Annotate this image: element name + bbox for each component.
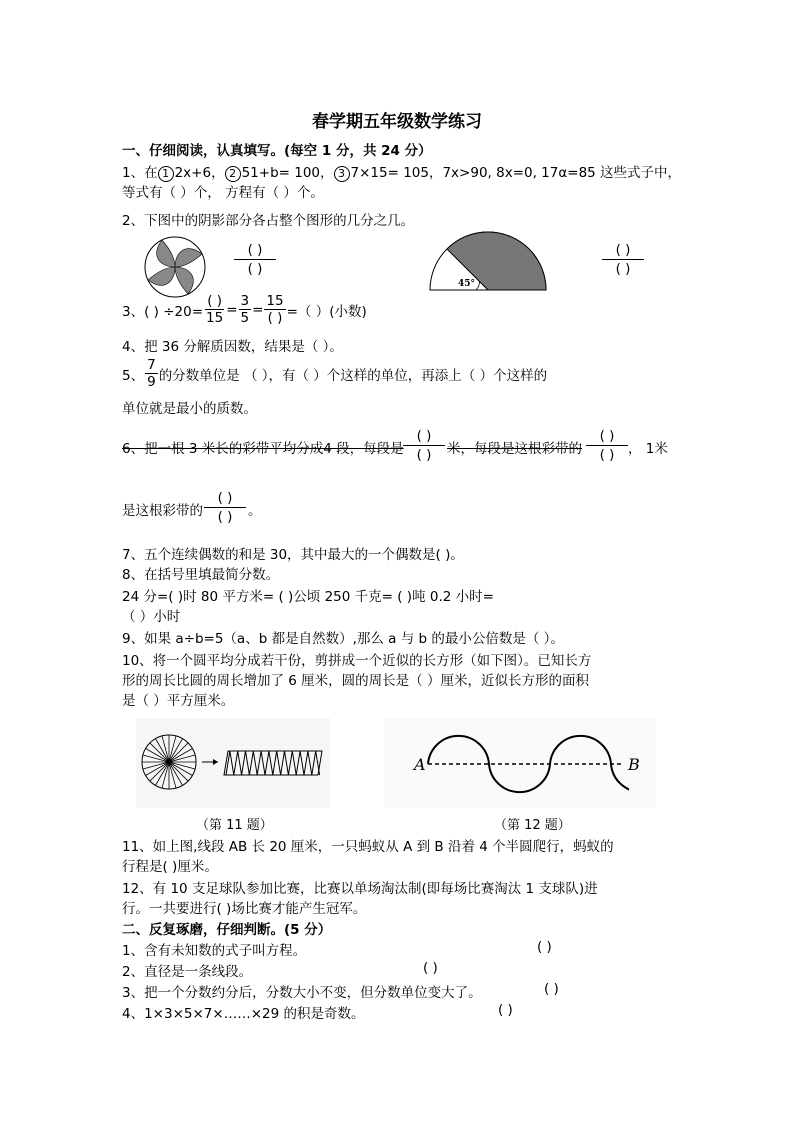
fraction-numerator-blank: ( ) [586,427,628,446]
q6-text2: 米，每段是这根彩带的 [447,441,582,457]
judge-item-2: 2、直径是一条线段。 [122,964,253,980]
question-10-line2: 形的周长比圆的周长增加了 6 厘米，圆的周长是（ ）厘米，近似长方形的面积 [122,673,589,689]
circle-1: 1 [158,166,174,182]
point-b-label: B [628,755,640,774]
page-title: 春学期五年级数学练习 [312,112,482,132]
fraction-denominator-blank: ( ) [615,261,631,277]
numerator: 7 [147,357,156,373]
numerator: 3 [240,293,250,309]
question-11-line2: 行程是( )厘米。 [122,859,218,875]
judge-item-1: 1、含有未知数的式子叫方程。 [122,943,307,959]
question-1-line2: 等式有（ ）个， 方程有（ ）个。 [122,185,324,201]
q5-fraction [145,357,158,390]
question-5 [122,357,547,390]
fraction-denominator-blank: ( ) [217,509,233,525]
circle-2: 2 [225,166,241,182]
fraction-denominator-blank: ( ) [416,447,432,463]
question-5-line2: 单位就是最小的质数。 [122,401,257,417]
q1-expr3: 7×15= 105，7x>90, 8x=0, 17α=85 这些式子中， [350,165,682,181]
fraction-numerator-blank: ( ) [602,241,644,260]
question-1 [122,161,681,182]
question-6-line2-end: 。 [248,503,262,519]
judge-answer-blank-1[interactable]: ( ) [537,939,552,955]
q5-rest: 的分数单位是 （ ），有（ ）个这样的单位，再添上（ ）个这样的 [158,367,548,384]
q6-text1: 6、把一根 3 米长的彩带平均分成4 段，每段是 [122,441,404,457]
judge-answer-blank-2[interactable]: ( ) [423,960,438,976]
equals: = [226,301,238,318]
question-6-part2 [447,437,582,457]
q1-prefix: 1、在 [122,165,158,181]
circle-to-rectangle-figure [136,718,330,808]
judge-answer-blank-3[interactable]: ( ) [544,981,559,997]
question-10-line3: 是（ ）平方厘米。 [122,693,235,709]
denominator: 15 [206,310,224,326]
circle-3: 3 [334,166,350,182]
question-10-line1: 10、将一个圆平均分成若干份，剪拼成一个近似的长方形（如下图）。已知长方 [122,653,592,669]
section2-heading: 二、反复琢磨，仔细判断。(5 分） [122,922,332,938]
q6-answer-fraction-3[interactable] [204,489,246,526]
semicircle-figure [428,228,548,292]
question-12-line2: 行。一共要进行( )场比赛才能产生冠军。 [122,901,367,917]
q3-suffix: =（ ）(小数) [286,303,367,320]
judge-answer-blank-4[interactable]: ( ) [498,1002,513,1018]
question-6-line2: 是这根彩带的 [122,503,203,519]
question-2: 2、下图中的阴影部分各占整个图形的几分之几。 [122,213,415,229]
q1-expr2: 51+b= 100， [241,165,334,181]
fraction-numerator-blank: ( ) [403,427,445,446]
question-8-blanks: 24 分=( )时 80 平方米= ( )公顷 250 千克= ( )吨 0.2 小时= [122,589,494,605]
question-6-part1 [122,437,404,457]
fraction-numerator-blank: ( ) [234,241,276,260]
equals: = [252,301,264,318]
figure-12-caption: （第 12 题） [494,818,571,833]
angle-label: 45° [458,279,476,289]
question-8: 8、在括号里填最简分数。 [122,567,280,583]
numerator: ( ) [207,293,223,309]
pinwheel-figure [144,236,206,298]
q2-answer-fraction-2[interactable] [602,241,644,278]
question-3 [122,293,367,326]
q3-fraction-3 [264,293,285,326]
q1-expr1: 2x+6， [174,165,225,181]
denominator: ( ) [267,310,283,326]
semicircles-path-figure [384,718,656,808]
denominator: 9 [147,374,156,390]
question-6-part3: ， 1米 [628,441,668,457]
denominator: 5 [240,310,250,326]
q5-prefix: 5、 [122,367,145,384]
numerator: 15 [266,293,284,309]
q3-fraction-1 [204,293,225,326]
point-a-label: A [414,755,426,774]
q6-answer-fraction-2[interactable] [586,427,628,464]
judge-item-3: 3、把一个分数约分后，分数大小不变，但分数单位变大了。 [122,985,482,1001]
q3-prefix: 3、( ) ÷20= [122,303,204,320]
question-4: 4、把 36 分解质因数，结果是（ ）。 [122,339,343,355]
q2-answer-fraction-1[interactable] [234,241,276,278]
section1-heading: 一、仔细阅读，认真填写。(每空 1 分，共 24 分） [122,143,432,159]
question-9: 9、如果 a÷b=5（a、b 都是自然数）,那么 a 与 b 的最小公倍数是（ ）。 [122,631,564,647]
q3-fraction-2 [239,293,252,326]
fraction-numerator-blank: ( ) [204,489,246,508]
figure-11-caption: （第 11 题） [196,818,273,833]
fraction-denominator-blank: ( ) [247,261,263,277]
question-11-line1: 11、如上图,线段 AB 长 20 厘米，一只蚂蚁从 A 到 B 沿着 4 个半圆爬行，蚂蚁的 [122,839,614,855]
question-7: 7、五个连续偶数的和是 30，其中最大的一个偶数是( )。 [122,547,464,563]
question-8-blanks-line2: （ ）小时 [122,609,181,625]
fraction-denominator-blank: ( ) [599,447,615,463]
question-12-line1: 12、有 10 支足球队参加比赛，比赛以单场淘汰制(即每场比赛淘汰 1 支球队)进 [122,881,598,897]
judge-item-4: 4、1×3×5×7×……×29 的积是奇数。 [122,1006,365,1022]
q6-answer-fraction-1[interactable] [403,427,445,464]
